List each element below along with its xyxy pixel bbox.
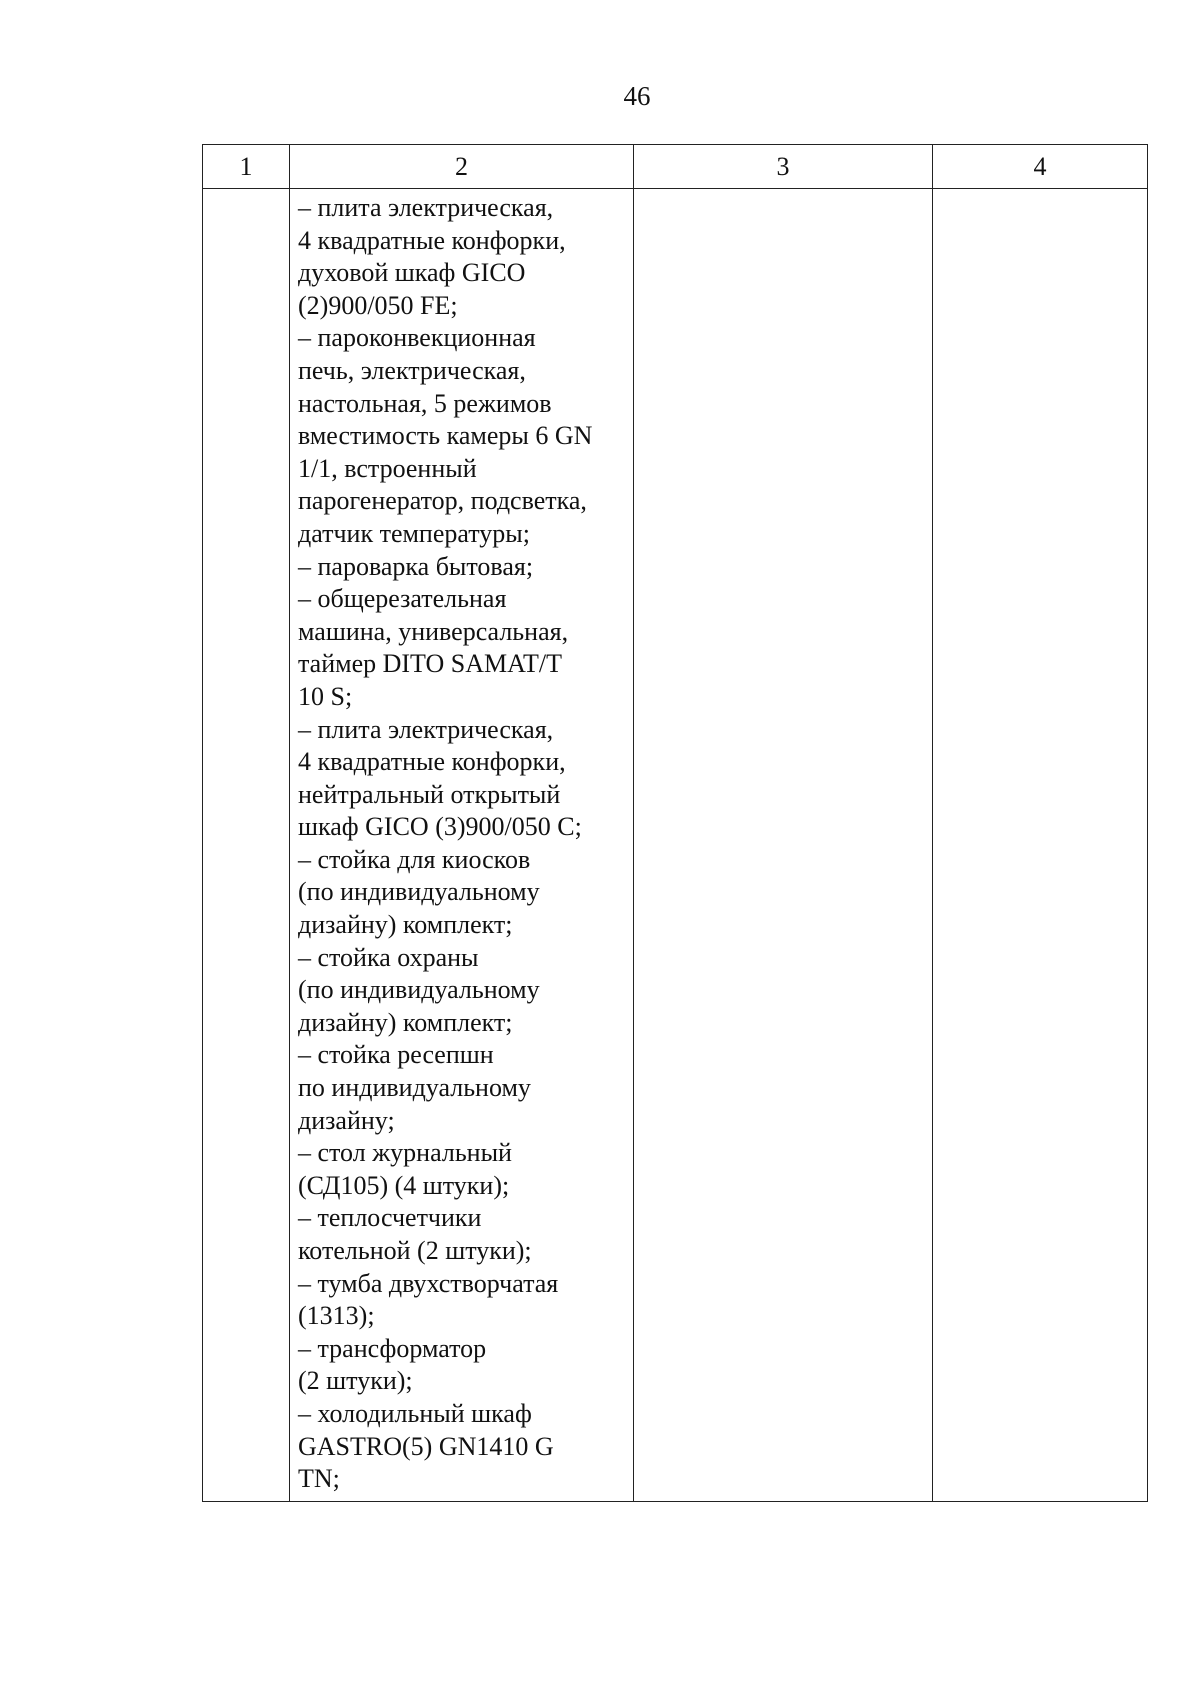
equipment-line: по индивидуальному	[298, 1073, 531, 1103]
equipment-line: нейтральный открытый	[298, 779, 561, 809]
equipment-line: TN;	[298, 1464, 340, 1494]
equipment-line: – тумба двухстворчатая	[298, 1268, 559, 1298]
equipment-line: GASTRO(5) GN1410 G	[298, 1431, 554, 1461]
equipment-line: – стойка охраны	[298, 942, 479, 972]
equipment-line: шкаф GICO (3)900/050 C;	[298, 812, 582, 842]
equipment-line: (2 штуки);	[298, 1366, 413, 1396]
equipment-line: – трансформатор	[298, 1333, 487, 1363]
equipment-list	[290, 189, 633, 1496]
equipment-line: таймер DITO SAMAT/T	[298, 649, 562, 679]
equipment-line: (2)900/050 FE;	[298, 290, 458, 320]
cell-col-3	[634, 189, 933, 1502]
page-number: 46	[623, 81, 651, 111]
equipment-line: дизайну) комплект;	[298, 910, 513, 940]
equipment-line: (по индивидуальному	[298, 975, 540, 1005]
equipment-line: – стойка ресепшн	[298, 1040, 494, 1070]
equipment-line: 10 S;	[298, 681, 353, 711]
equipment-line: вместимость камеры 6 GN	[298, 421, 593, 451]
equipment-line: 4 квадратные конфорки,	[298, 747, 566, 777]
equipment-table	[202, 144, 1148, 1502]
table-header-row	[203, 145, 1148, 189]
equipment-line: машина, универсальная,	[298, 616, 569, 646]
cell-col-1	[203, 189, 290, 1502]
equipment-line: датчик температуры;	[298, 518, 530, 548]
equipment-line: – стол журнальный	[298, 1138, 512, 1168]
cell-col-4	[933, 189, 1148, 1502]
equipment-line: – общерезательная	[298, 584, 507, 614]
equipment-line: 4 квадратные конфорки,	[298, 225, 566, 255]
equipment-line: печь, электрическая,	[298, 355, 526, 385]
equipment-line: котельной (2 штуки);	[298, 1236, 532, 1265]
table-row	[203, 189, 1148, 1502]
column-header-2: 2	[290, 145, 634, 189]
equipment-line: дизайну;	[298, 1105, 395, 1135]
equipment-line: (СД105) (4 штуки);	[298, 1170, 510, 1200]
equipment-line: – теплосчетчики	[298, 1203, 482, 1233]
column-header-4: 4	[933, 145, 1148, 189]
equipment-line: (по индивидуальному	[298, 877, 540, 907]
equipment-line: – плита электрическая,	[298, 714, 554, 744]
equipment-line: 1/1, встроенный	[298, 453, 477, 483]
equipment-line: духовой шкаф GICO	[298, 258, 526, 288]
equipment-line: дизайну) комплект;	[298, 1007, 513, 1037]
column-header-1: 1	[203, 145, 290, 189]
equipment-line: – пароконвекционная	[298, 323, 536, 353]
equipment-line: – пароварка бытовая;	[298, 551, 534, 581]
equipment-line: – стойка для киосков	[298, 844, 531, 874]
equipment-line: парогенератор, подсветка,	[298, 486, 587, 516]
equipment-line: – холодильный шкаф	[298, 1398, 532, 1428]
equipment-line: – плита электрическая,	[298, 193, 554, 222]
cell-col-2	[290, 189, 634, 1502]
equipment-line: настольная, 5 режимов	[298, 388, 552, 418]
column-header-3: 3	[634, 145, 933, 189]
equipment-line: (1313);	[298, 1301, 375, 1331]
